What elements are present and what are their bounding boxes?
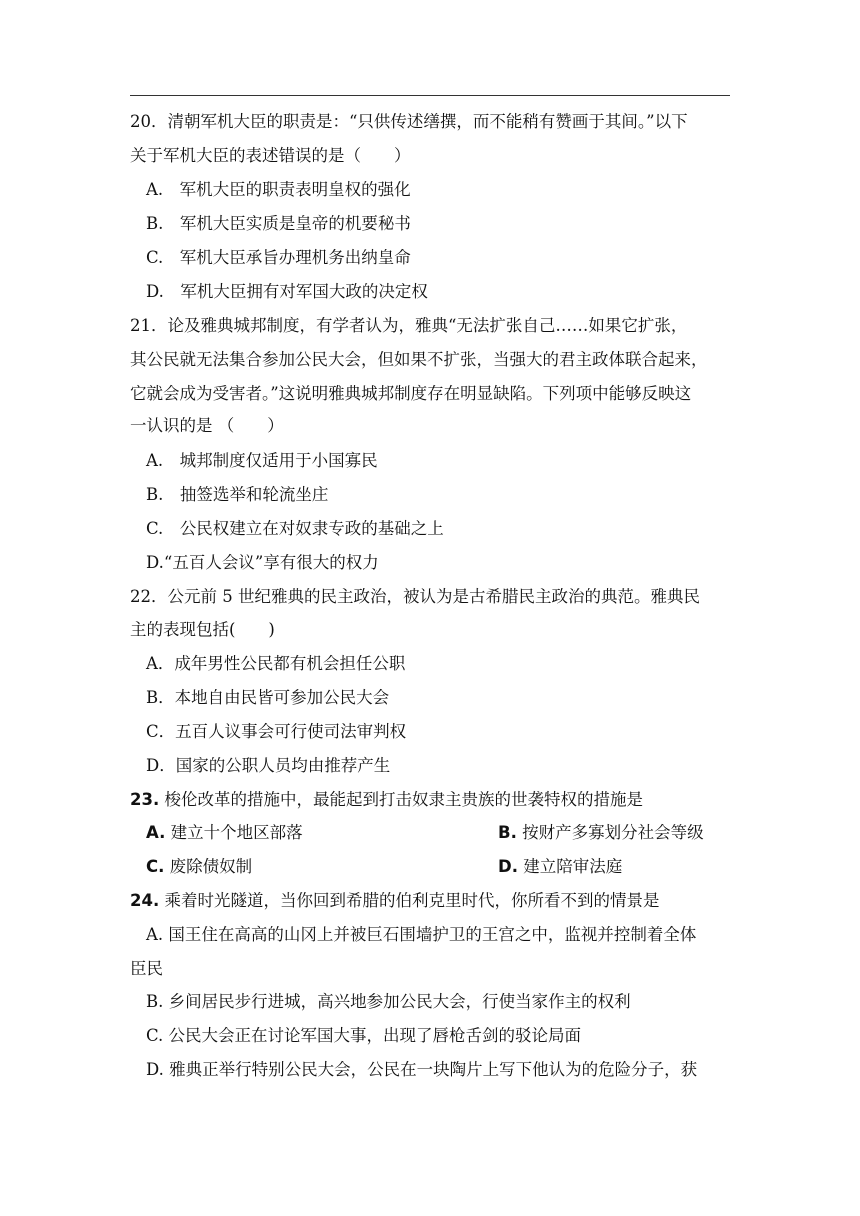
q23-stem-text: 梭伦改革的措施中，最能起到打击奴隶主贵族的世袭特权的措施是 xyxy=(159,790,643,809)
q21-option-c: C. 公民权建立在对奴隶专政的基础之上 xyxy=(146,519,444,538)
q22-option-d: D．国家的公职人员均由推荐产生 xyxy=(146,756,391,775)
q23-option-d-text: 建立陪审法庭 xyxy=(517,857,623,876)
q20-option-d: D. 军机大臣拥有对军国大政的决定权 xyxy=(146,282,428,301)
q23-option-a-letter: A. xyxy=(146,823,166,842)
q23-option-b xyxy=(498,822,738,844)
header-rule xyxy=(130,95,730,96)
q20-stem-line2: 关于军机大臣的表述错误的是（ ） xyxy=(130,146,411,165)
q23-stem xyxy=(130,789,740,811)
q24-option-a-line2: 臣民 xyxy=(130,959,163,978)
q20-option-b: B. 军机大臣实质是皇帝的机要秘书 xyxy=(146,214,411,233)
q23-option-a xyxy=(146,822,476,844)
q20-stem-line1: 20．清朝军机大臣的职责是：“只供传述缮撰，而不能稍有赞画于其间。”以下 xyxy=(130,112,688,131)
q22-option-b: B．本地自由民皆可参加公民大会 xyxy=(146,688,390,707)
q23-option-b-text: 按财产多寡划分社会等级 xyxy=(516,823,704,842)
q24-option-b: B. 乡间居民步行进城，高兴地参加公民大会，行使当家作主的权利 xyxy=(146,992,631,1011)
q20-option-c: C. 军机大臣承旨办理机务出纳皇命 xyxy=(146,248,411,267)
q23-number: 23. xyxy=(130,790,160,809)
q23-option-c-text: 废除债奴制 xyxy=(164,857,253,876)
q21-stem-line2: 其公民就无法集合参加公民大会，但如果不扩张，当强大的君主政体联合起来， xyxy=(130,350,708,369)
q24-stem-text: 乘着时光隧道，当你回到希腊的伯利克里时代，你所看不到的情景是 xyxy=(159,891,660,910)
q24-option-c: C. 公民大会正在讨论军国大事，出现了唇枪舌剑的驳论局面 xyxy=(146,1026,582,1045)
q24-number: 24. xyxy=(130,891,160,910)
q24-option-d: D. 雅典正举行特别公民大会，公民在一块陶片上写下他认为的危险分子，获 xyxy=(146,1060,698,1079)
q20-option-a: A. 军机大臣的职责表明皇权的强化 xyxy=(146,180,411,199)
q21-stem-line3: 它就会成为受害者。”这说明雅典城邦制度存在明显缺陷。下列项中能够反映这 xyxy=(130,384,692,403)
q24-option-a-line1: A. 国王住在高高的山冈上并被巨石围墙护卫的王宫之中，监视并控制着全体 xyxy=(146,925,697,944)
q23-option-c-letter: C. xyxy=(146,857,165,876)
q23-option-c xyxy=(146,856,476,878)
q21-option-a: A. 城邦制度仅适用于小国寡民 xyxy=(146,451,378,470)
q22-stem-line2: 主的表现包括( ) xyxy=(130,620,275,639)
q22-option-a: A．成年男性公民都有机会担任公职 xyxy=(146,654,406,673)
q21-stem-line4: 一认识的是 （ ） xyxy=(130,416,284,435)
q23-option-a-text: 建立十个地区部落 xyxy=(165,823,303,842)
q22-option-c: C．五百人议事会可行使司法审判权 xyxy=(146,722,407,741)
q21-option-d: D.“五百人会议”享有很大的权力 xyxy=(146,553,379,572)
q22-stem-line1: 22．公元前 5 世纪雅典的民主政治，被认为是古希腊民主政治的典范。雅典民 xyxy=(130,587,700,606)
q23-option-d-letter: D. xyxy=(498,857,518,876)
q23-option-d xyxy=(498,856,738,878)
q21-stem-line1: 21．论及雅典城邦制度，有学者认为，雅典“无法扩张自己……如果它扩张， xyxy=(130,316,688,335)
q21-option-b: B. 抽签选举和轮流坐庄 xyxy=(146,485,329,504)
q24-stem xyxy=(130,890,740,912)
q23-option-b-letter: B. xyxy=(498,823,517,842)
